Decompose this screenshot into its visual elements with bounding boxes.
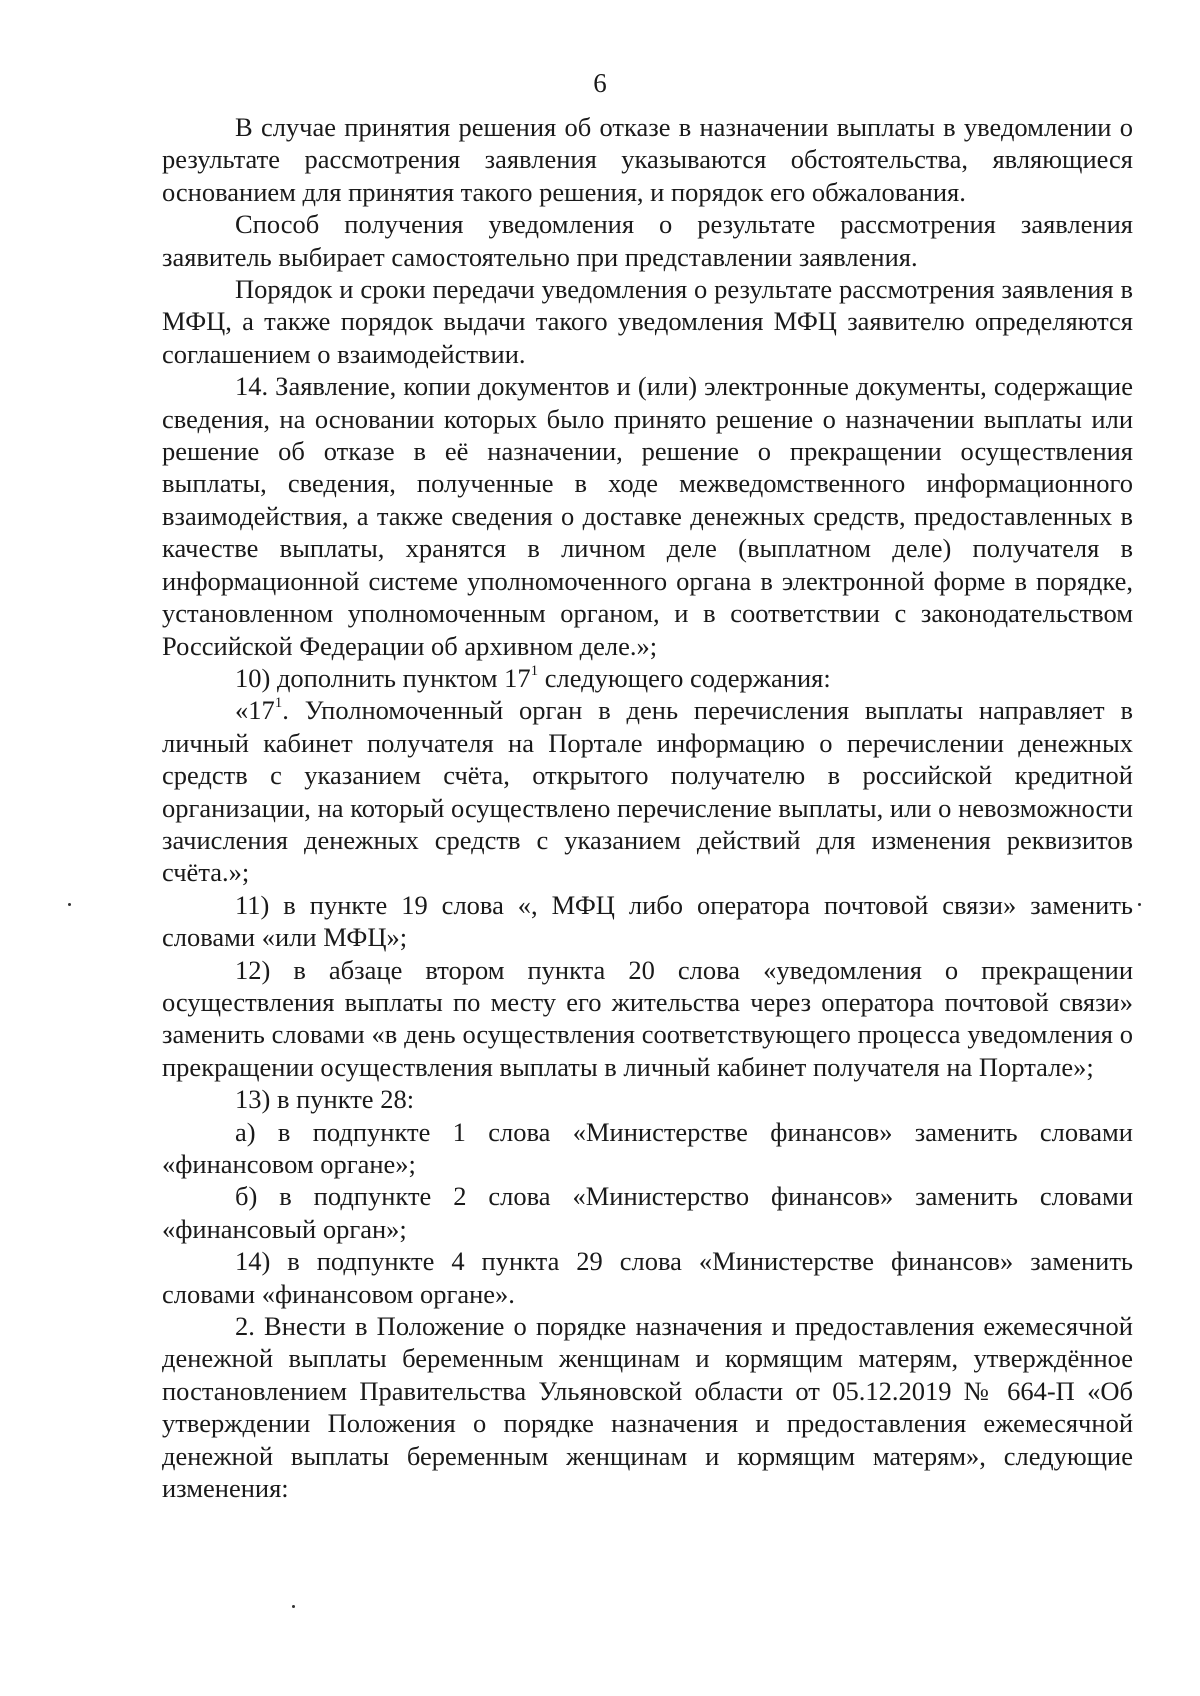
paragraph-item-12: 12) в абзаце втором пункта 20 слова «уведомления о прекращении осуществления выплаты по месту его жительства через оператора почтовой связи» заменить словами «в день осуществления соответствующего процесса уведомления о прекращении осуществления выплаты в личный кабинет получателя на Портале»; bbox=[162, 954, 1133, 1082]
item-17-1-text-after: . Уполномоченный орган в день перечисления выплаты направляет в личный кабинет получателя на Портале информацию о перечислении денежных средств с указанием счёта, открытого получателю в российской кредитной организации, на который осуществлено перечисление выплаты, или о невозможности зачисления денежных средств с указанием действий для изменения реквизитов счёта.»; bbox=[162, 695, 1133, 888]
paragraph-refusal-notice: В случае принятия решения об отказе в назначении выплаты в уведомлении о результате рассмотрения заявления указываются обстоятельства, являющиеся основанием для принятия такого решения, и порядок его обжалования. bbox=[162, 112, 1133, 207]
paragraph-section-2: 2. Внести в Положение о порядке назначения и предоставления ежемесячной денежной выплаты беременным женщинам и кормящим матерям, утверждённое постановлением Правительства Ульяновской области от 05.12.2019 № 664-П «Об утверждении Положения о порядке назначения и предоставления ежемесячной денежной выплаты беременным женщинам и кормящим матерям», следующие изменения: bbox=[162, 1311, 1133, 1504]
item-10-text: 10) дополнить пунктом 17 bbox=[235, 662, 531, 693]
scan-speck bbox=[1138, 903, 1141, 906]
paragraph-mfc-procedure: Порядок и сроки передачи уведомления о результате рассмотрения заявления в МФЦ, а также порядок выдачи такого уведомления МФЦ заявителю определяются соглашением о взаимодействии. bbox=[162, 274, 1133, 369]
superscript: 1 bbox=[274, 695, 283, 712]
paragraph-item-10 bbox=[162, 662, 1133, 694]
paragraph-item-13-a: а) в подпункте 1 слова «Министерстве финансов» заменить словами «финансовом органе»; bbox=[162, 1116, 1133, 1179]
item-10-text-after: следующего содержания: bbox=[538, 662, 831, 693]
paragraph-item-13-b: б) в подпункте 2 слова «Министерство финансов» заменить словами «финансовый орган»; bbox=[162, 1181, 1133, 1244]
scan-speck bbox=[292, 1605, 295, 1608]
document-body bbox=[162, 111, 1133, 1504]
paragraph-item-11: 11) в пункте 19 слова «, МФЦ либо оператора почтовой связи» заменить словами «или МФЦ»; bbox=[162, 889, 1133, 953]
paragraph-notice-method: Способ получения уведомления о результате рассмотрения заявления заявитель выбирает самостоятельно при представлении заявления. bbox=[162, 209, 1133, 272]
superscript: 1 bbox=[530, 662, 539, 679]
paragraph-item-14-storage: 14. Заявление, копии документов и (или) электронные документы, содержащие сведения, на основании которых было принято решение о назначении выплаты или решение об отказе в её назначении, решение о прекращении осуществления выплаты, сведения, полученные в ходе межведомственного информационного взаимодействия, а также сведения о доставке денежных средств, предоставленных в качестве выплаты, хранятся в личном деле (выплатном деле) получателя в информационной системе уполномоченного органа в электронной форме в порядке, установленном уполномоченным органом, и в соответствии с законодательством Российской Федерации об архивном деле.»; bbox=[162, 371, 1133, 661]
paragraph-item-14-finance: 14) в подпункте 4 пункта 29 слова «Министерстве финансов» заменить словами «финансовом органе». bbox=[162, 1246, 1133, 1309]
paragraph-item-13: 13) в пункте 28: bbox=[235, 1084, 415, 1115]
scan-speck bbox=[68, 903, 71, 906]
paragraph-item-17-1 bbox=[162, 694, 1133, 888]
page-number: 6 bbox=[593, 68, 607, 98]
item-17-1-text: «17 bbox=[235, 695, 275, 726]
